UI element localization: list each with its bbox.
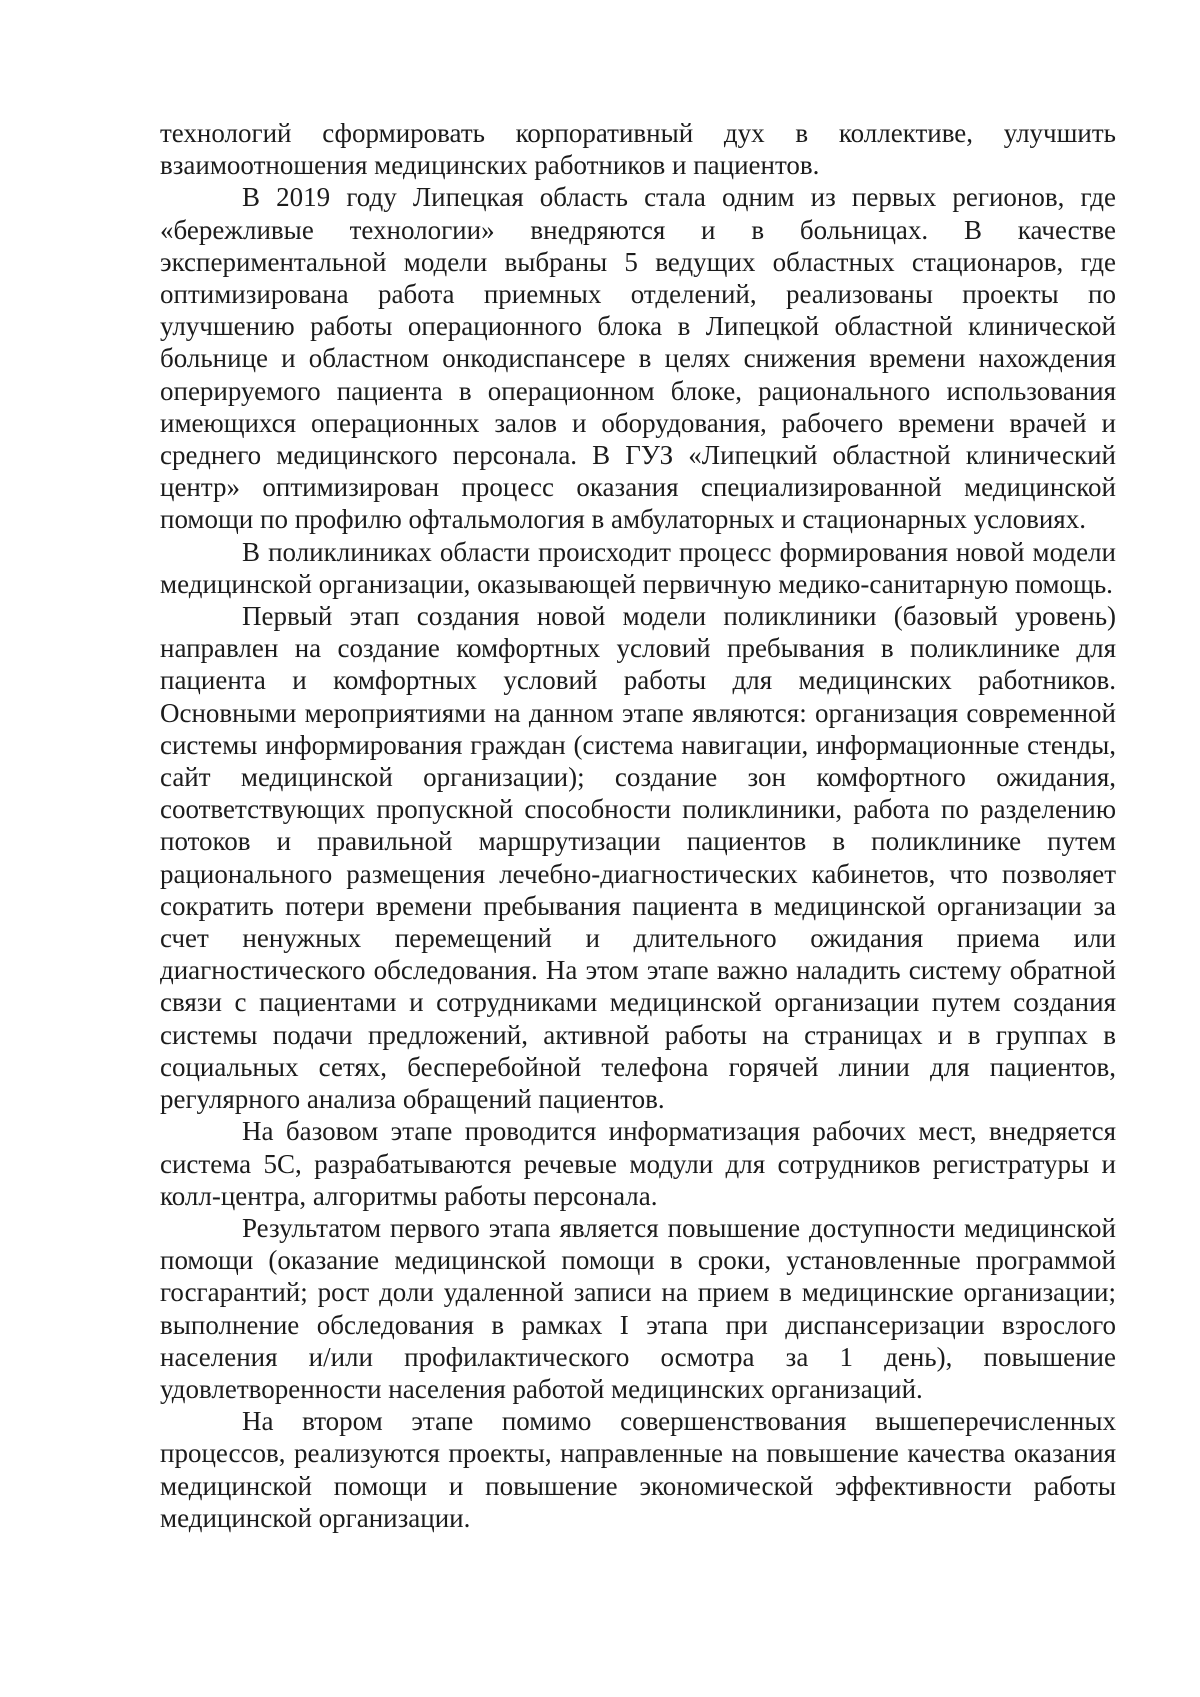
paragraph: В поликлиниках области происходит процесс формирования новой модели медицинской организации, оказывающей первичную медико-санитарную помощь. xyxy=(160,536,1116,599)
document-body xyxy=(160,117,1116,1534)
paragraph: На базовом этапе проводится информатизация рабочих мест, внедряется система 5С, разрабатываются речевые модули для сотрудников регистратуры и колл-центра, алгоритмы работы персонала. xyxy=(160,1116,1116,1211)
paragraph: На втором этапе помимо совершенствования вышеперечисленных процессов, реализуются проекты, направленные на повышение качества оказания медицинской помощи и повышение экономической эффективности работы медицинской организации. xyxy=(160,1406,1116,1533)
paragraph: Результатом первого этапа является повышение доступности медицинской помощи (оказание медицинской помощи в сроки, установленные программой госгарантий; рост доли удаленной записи на прием в медицинские организации; выполнение обследования в рамках I этапа при диспансеризации взрослого населения и/или профилактического осмотра за 1 день), повышение удовлетворенности населения работой медицинских организаций. xyxy=(160,1212,1116,1404)
paragraph: В 2019 году Липецкая область стала одним из первых регионов, где «бережливые технологии» внедряются и в больницах. В качестве экспериментальной модели выбраны 5 ведущих областных стационаров, где оптимизирована работа приемных отделений, реализованы проекты по улучшению работы операционного блока в Липецкой областной клинической больнице и областном онкодиспансере в целях снижения времени нахождения оперируемого пациента в операционном блоке, рационального использования имеющихся операционных залов и оборудования, рабочего времени врачей и среднего медицинского персонала. В ГУЗ «Липецкий областной клинический центр» оптимизирован процесс оказания специализированной медицинской помощи по профилю офтальмология в амбулаторных и стационарных условиях. xyxy=(160,182,1116,535)
paragraph: технологий сформировать корпоративный дух в коллективе, улучшить взаимоотношения медицинских работников и пациентов. xyxy=(160,118,1116,181)
paragraph: Первый этап создания новой модели поликлиники (базовый уровень) направлен на создание комфортных условий пребывания в поликлинике для пациента и комфортных условий работы для медицинских работников. Основными мероприятиями на данном этапе являются: организация современной системы информирования граждан (система навигации, информационные стенды, сайт медицинской организации); создание зон комфортного ожидания, соответствующих пропускной способности поликлиники, работа по разделению потоков и правильной маршрутизации пациентов в поликлинике путем рационального размещения лечебно-диагностических кабинетов, что позволяет сократить потери времени пребывания пациента в медицинской организации за счет ненужных перемещений и длительного ожидания приема или диагностического обследования. На этом этапе важно наладить систему обратной связи с пациентами и сотрудниками медицинской организации путем создания системы подачи предложений, активной работы на страницах и в группах в социальных сетях, бесперебойной телефона горячей линии для пациентов, регулярного анализа обращений пациентов. xyxy=(160,601,1116,1115)
